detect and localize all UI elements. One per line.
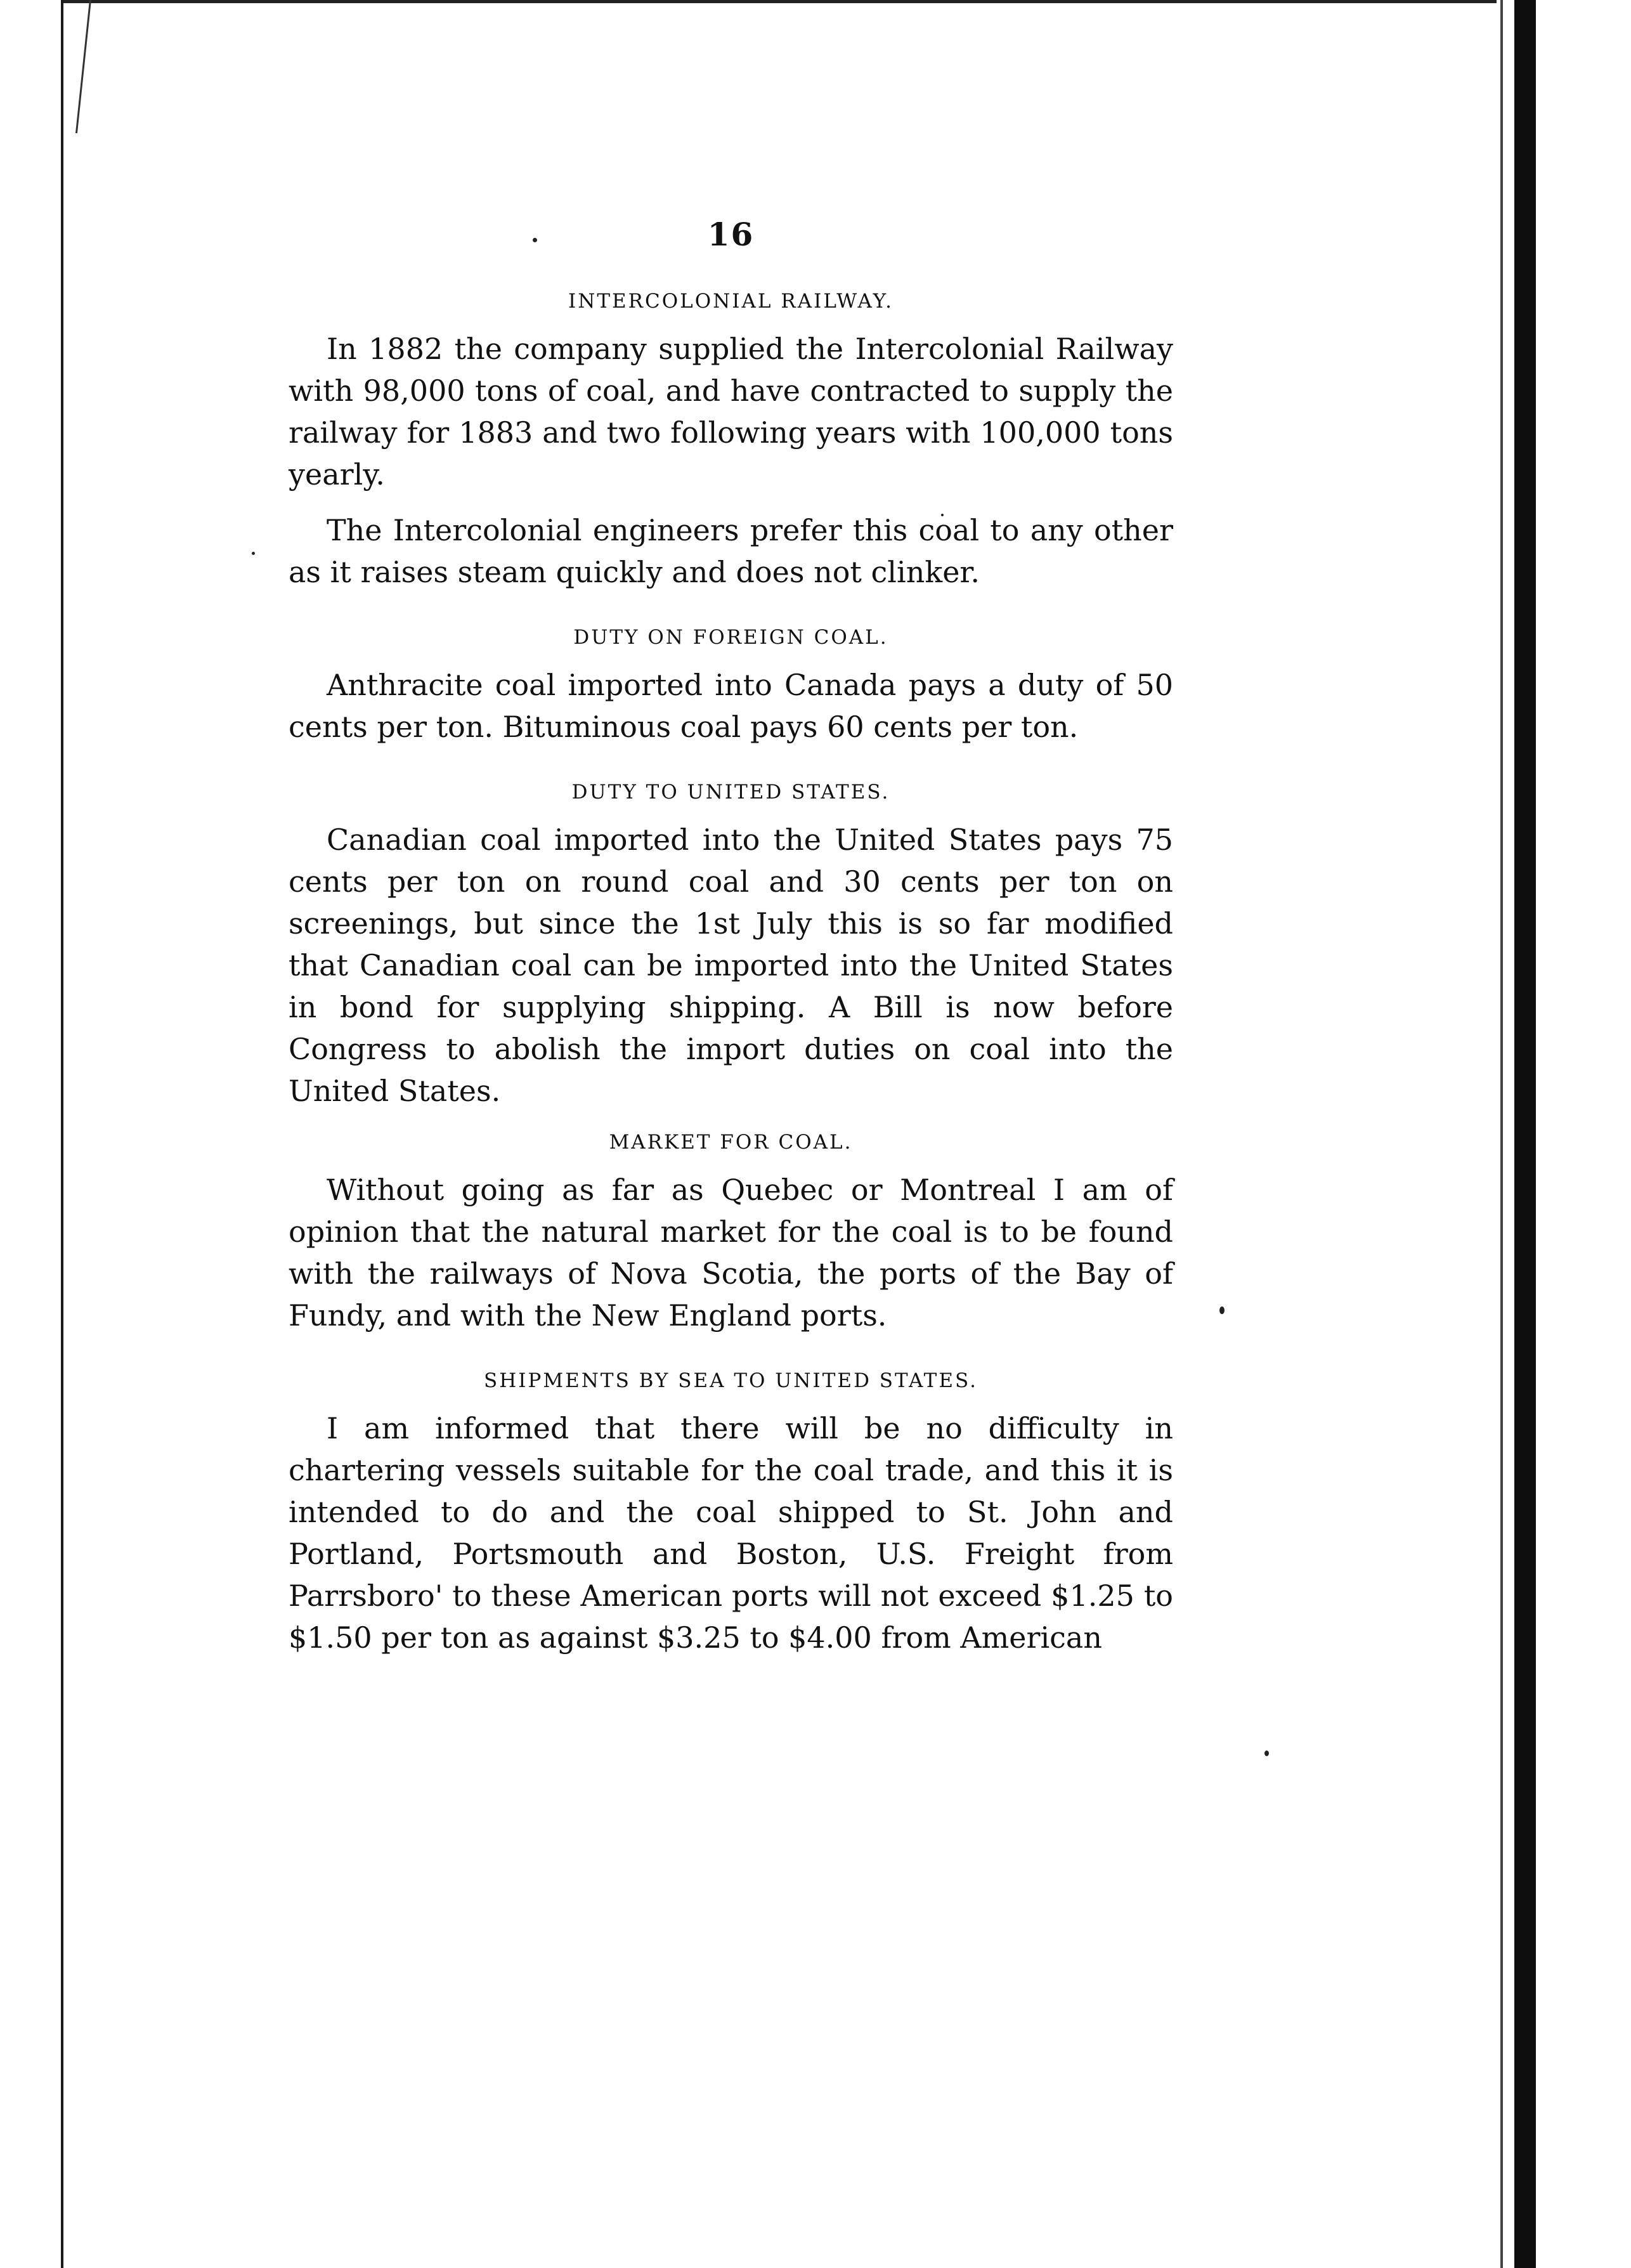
- scan-speck: [1219, 1307, 1225, 1314]
- scan-edge-top: [63, 0, 1497, 3]
- scan-edge-right: [1514, 0, 1536, 2268]
- scan-speck: [252, 552, 255, 555]
- section-intercolonial-railway: [289, 290, 1173, 593]
- scan-speck: [1264, 1750, 1269, 1756]
- paragraph: The Intercolonial engineers prefer this coal to any other as it raises steam quickly and does not clinker.: [289, 513, 1173, 589]
- section-heading: MARKET FOR COAL.: [609, 1131, 853, 1154]
- paragraph: Without going as far as Quebec or Montreal I am of opinion that the natural market for the coal is to be found with the railways of Nova Scotia, the ports of the Bay of Fundy, and with the New England ports.: [289, 1173, 1173, 1333]
- page-number: 16: [707, 216, 755, 253]
- scan-edge-right-thin: [1500, 0, 1503, 2268]
- paragraph: Canadian coal imported into the United States pays 75 cents per ton on round coal and 30 cents per ton on screenings, but since the 1st July this is so far modified that Canadian coal can be imported into the United States in bond for supplying shipping. A Bill is now before Congress to abolish the import duties on coal into the United States.: [289, 823, 1173, 1108]
- section-market-for-coal: [289, 1131, 1173, 1336]
- section-duty-on-foreign-coal: [289, 626, 1173, 748]
- section-heading: DUTY ON FOREIGN COAL.: [573, 626, 888, 649]
- section-heading: DUTY TO UNITED STATES.: [571, 781, 890, 804]
- scan-edge-left: [61, 0, 63, 2268]
- scan-margin-right: [1536, 0, 1631, 2268]
- section-heading: INTERCOLONIAL RAILWAY.: [568, 290, 893, 313]
- paragraph: Anthracite coal imported into Canada pays a duty of 50 cents per ton. Bituminous coal pays 60 cents per ton.: [289, 668, 1173, 744]
- section-heading: SHIPMENTS BY SEA TO UNITED STATES.: [484, 1369, 978, 1392]
- section-shipments-by-sea: [289, 1369, 1173, 1659]
- scan-edge-left-fold: [75, 0, 91, 133]
- paragraph: I am informed that there will be no difficulty in chartering vessels suitable for the coal trade, and this it is intended to do and the coal shipped to St. John and Portland, Portsmouth and Boston, U.S. Freight from Parrsboro' to these American ports will not exceed $1.25 to $1.50 per ton as against $3.25 to $4.00 from American: [289, 1411, 1173, 1655]
- section-duty-to-united-states: [289, 781, 1173, 1112]
- document-page: [289, 216, 1173, 1691]
- paragraph: In 1882 the company supplied the Intercolonial Railway with 98,000 tons of coal, and have contracted to supply the railway for 1883 and two following years with 100,000 tons yearly.: [289, 332, 1173, 492]
